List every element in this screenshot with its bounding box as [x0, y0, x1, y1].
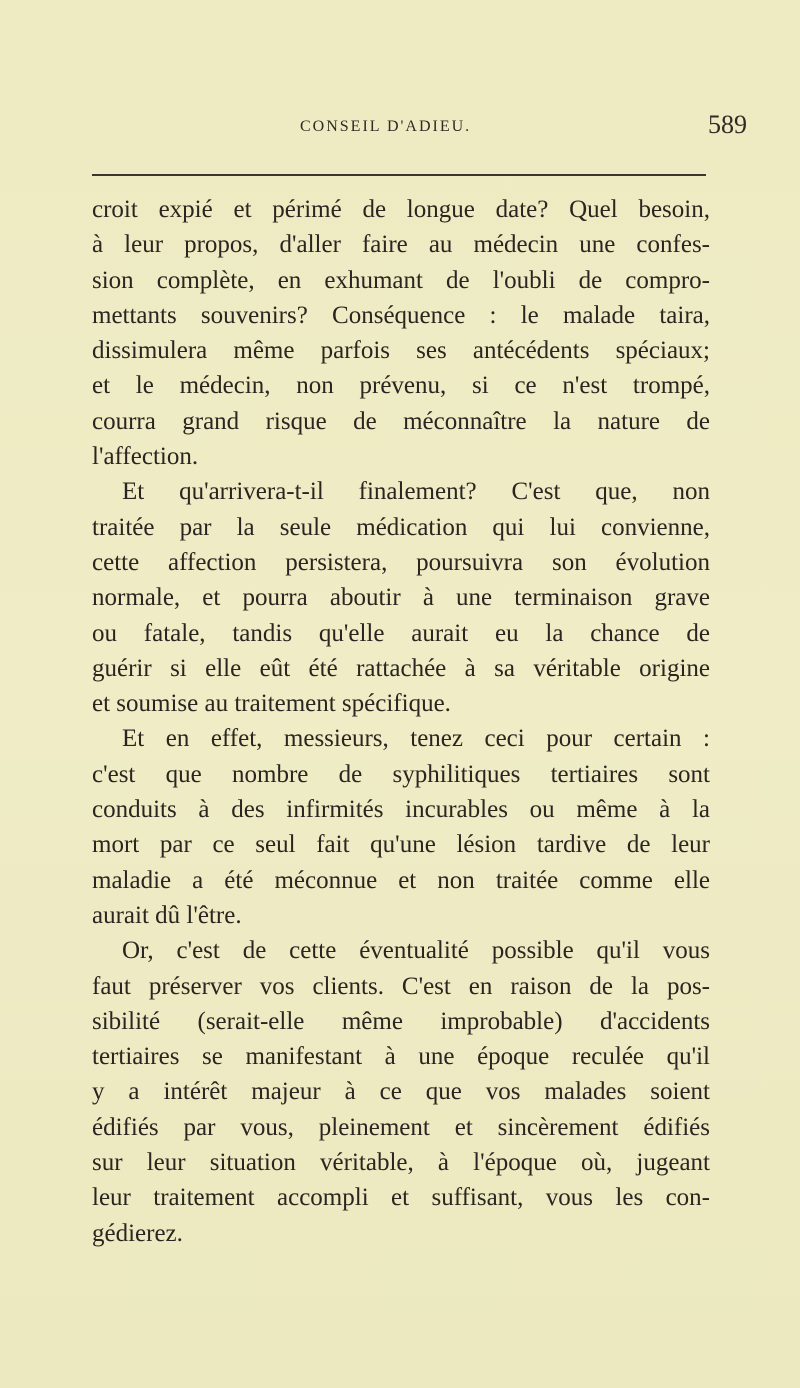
text-line: normale, et pourra aboutir à une terminaison grave — [92, 584, 710, 612]
text-line: cette affection persistera, poursuivra son évolution — [92, 548, 710, 576]
text-line: aurait dû l'être. — [92, 901, 242, 929]
text-line: et le médecin, non prévenu, si ce n'est trompé, — [92, 372, 710, 400]
header-rule — [92, 174, 706, 176]
text-line: ou fatale, tandis qu'elle aurait eu la chance de — [92, 619, 710, 647]
text-line: édifiés par vous, pleinement et sincèrement édifiés — [92, 1113, 710, 1141]
text-line: maladie a été méconnue et non traitée comme elle — [92, 866, 710, 894]
text-line: mettants souvenirs? Conséquence : le malade taira, — [92, 301, 710, 329]
text-line: y a intérêt majeur à ce que vos malades soient — [92, 1078, 710, 1106]
running-head-title: CONSEIL D'ADIEU. — [300, 118, 472, 135]
text-line: croit expié et périmé de longue date? Quel besoin, — [92, 196, 710, 223]
text-line: conduits à des infirmités incurables ou même à la — [92, 796, 710, 824]
running-head — [0, 110, 800, 150]
text-line: guérir si elle eût été rattachée à sa véritable origine — [92, 654, 710, 682]
text-line: et soumise au traitement spécifique. — [92, 690, 451, 718]
text-line: sion complète, en exhumant de l'oubli de compro- — [92, 266, 710, 294]
text-line: sibilité (serait-elle même improbable) d'accidents — [92, 1007, 710, 1035]
text-line: gédierez. — [92, 1219, 183, 1247]
text-line: sur leur situation véritable, à l'époque où, jugeant — [92, 1149, 710, 1177]
page-number: 589 — [708, 110, 747, 139]
text-line: tertiaires se manifestant à une époque reculée qu'il — [92, 1043, 710, 1071]
text-line: courra grand risque de méconnaître la nature de — [92, 407, 710, 435]
body-text — [92, 192, 710, 1251]
text-line: dissimulera même parfois ses antécédents spéciaux; — [92, 337, 710, 365]
text-line: traitée par la seule médication qui lui convienne, — [92, 513, 710, 541]
text-line: leur traitement accompli et suffisant, vous les con- — [92, 1184, 710, 1212]
text-line: c'est que nombre de syphilitiques tertiaires sont — [92, 760, 710, 788]
text-line: faut préserver vos clients. C'est en raison de la pos- — [92, 972, 710, 1000]
text-line: à leur propos, d'aller faire au médecin une confes- — [92, 231, 710, 259]
text-line: mort par ce seul fait qu'une lésion tardive de leur — [92, 831, 710, 859]
text-line: l'affection. — [92, 443, 199, 471]
text-line: Or, c'est de cette éventualité possible qu'il vous — [122, 937, 710, 965]
text-line: Et qu'arrivera-t-il finalement? C'est que, non — [122, 478, 710, 506]
text-line: Et en effet, messieurs, tenez ceci pour certain : — [122, 725, 710, 753]
